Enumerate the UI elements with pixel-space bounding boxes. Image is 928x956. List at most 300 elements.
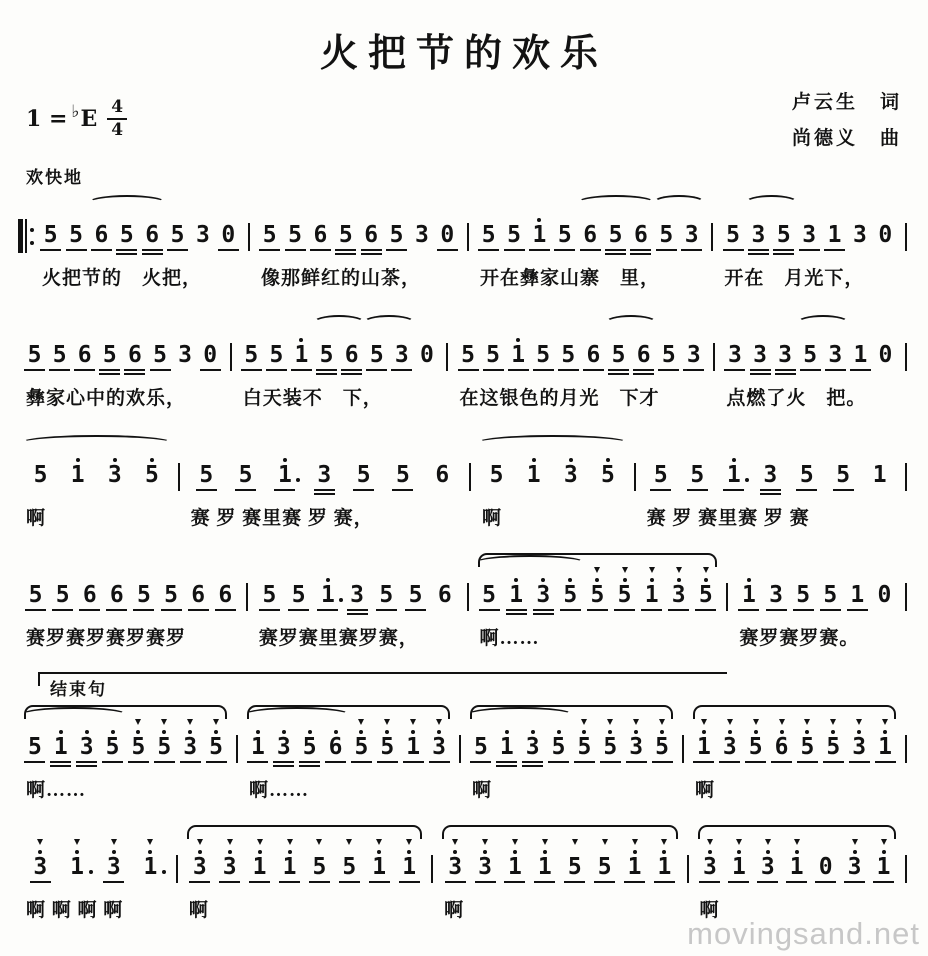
note — [799, 207, 820, 256]
beam-line — [548, 761, 569, 763]
octave-dot — [747, 578, 751, 582]
beam-line — [793, 609, 814, 611]
staccato-mark — [804, 719, 810, 725]
beam-line — [316, 369, 337, 371]
beam-lines — [219, 879, 240, 888]
measure — [716, 192, 902, 290]
note — [411, 207, 432, 256]
beam-line — [79, 609, 100, 611]
beam-line — [314, 489, 335, 491]
note-group — [349, 719, 453, 768]
beam-line — [206, 761, 227, 763]
note-group — [798, 327, 848, 376]
beam-lines — [504, 879, 525, 888]
note-digit: 3 — [802, 222, 817, 248]
octave-dot — [831, 730, 835, 734]
note — [560, 567, 581, 616]
note-group — [844, 567, 898, 616]
note-digit: 5 — [338, 222, 353, 248]
rest-digit: 0 — [221, 222, 236, 248]
beam-lines — [523, 487, 544, 496]
beam-lines — [560, 607, 581, 616]
measure — [235, 312, 444, 410]
beam-lines — [291, 367, 312, 376]
measure-notes — [235, 312, 444, 376]
note — [533, 567, 554, 616]
beam-lines — [310, 247, 331, 256]
note-digit: 1 — [526, 462, 541, 488]
note-group — [696, 839, 898, 888]
note — [116, 207, 137, 256]
note-digit: 1 — [726, 462, 741, 488]
beam-lines — [522, 759, 543, 768]
note — [523, 447, 544, 496]
note — [820, 567, 841, 616]
beam-lines — [30, 879, 51, 888]
octave-dot — [650, 578, 654, 582]
octave-dot — [608, 730, 612, 734]
note-digit: 5 — [52, 342, 67, 368]
barline-mark — [469, 463, 471, 491]
note — [796, 447, 817, 496]
beam-lines — [76, 759, 97, 768]
note-digit: 5 — [561, 342, 576, 368]
note-digit: 5 — [119, 222, 134, 248]
note-digit: 5 — [611, 342, 626, 368]
beam-lines — [699, 879, 720, 888]
note — [279, 839, 300, 888]
note — [259, 567, 280, 616]
beam-line — [748, 253, 769, 255]
note — [376, 567, 397, 616]
staccato-mark — [147, 839, 153, 845]
beam-line — [695, 609, 716, 611]
barline — [456, 704, 464, 763]
measure — [692, 824, 902, 922]
note-group — [722, 327, 797, 376]
beam-lines — [656, 247, 677, 256]
note-digit: 5 — [590, 582, 605, 608]
staccato-mark-slot — [452, 839, 458, 848]
barline — [175, 432, 183, 491]
beam-lines — [719, 759, 740, 768]
note — [486, 447, 507, 496]
beam-line — [844, 881, 865, 883]
octave-dot — [111, 730, 115, 734]
beam-line — [786, 881, 807, 883]
note-digit: 3 — [763, 462, 778, 488]
measure-notes — [34, 192, 245, 256]
note — [288, 567, 309, 616]
beam-lines — [377, 759, 398, 768]
beam-line — [309, 881, 330, 883]
beam-line — [574, 761, 595, 763]
credits — [792, 85, 902, 157]
note — [815, 839, 836, 888]
staccato-mark — [452, 839, 458, 845]
note — [658, 327, 679, 376]
note-digit: 5 — [474, 734, 488, 760]
beam-line — [849, 761, 870, 763]
beam-lines — [317, 607, 338, 616]
note-digit: 5 — [461, 342, 475, 368]
barline — [708, 192, 716, 251]
note-digit: 1 — [850, 582, 865, 608]
beam-lines — [386, 247, 407, 256]
beam-lines — [608, 367, 629, 376]
beam-line — [335, 249, 356, 251]
note-digit: 5 — [28, 734, 42, 760]
measure — [639, 432, 902, 530]
staccato-mark — [882, 719, 888, 725]
beam-line — [815, 881, 836, 883]
lyric-line: 彝家心中的欢乐， — [26, 388, 187, 409]
staccato-mark-slot — [703, 567, 709, 576]
beam-lines — [800, 367, 821, 376]
note-digit: 6 — [82, 582, 97, 608]
composer-credit: 尚德义 曲 — [791, 128, 902, 150]
octave-dot — [258, 850, 262, 854]
staccato-mark-slot — [581, 719, 587, 728]
beam-lines — [773, 247, 794, 256]
lyric-line: 啊 — [472, 780, 493, 801]
beam-lines — [241, 367, 262, 376]
beam-line — [850, 369, 871, 371]
note-group — [245, 719, 349, 768]
note — [335, 207, 356, 256]
note — [833, 447, 854, 496]
note-digit: 6 — [437, 582, 452, 608]
octave-dot — [359, 730, 363, 734]
beam-line — [249, 881, 270, 883]
rest-digit: 0 — [878, 342, 893, 368]
time-signature-bottom: 4 — [111, 120, 124, 140]
beam-lines — [815, 879, 836, 888]
beam-lines — [259, 607, 280, 616]
barline-mark — [711, 223, 713, 251]
note-group — [384, 207, 460, 256]
note-digit: 3 — [703, 854, 717, 880]
beam-line — [564, 881, 585, 883]
note-digit: 3 — [192, 854, 207, 880]
note-digit: 5 — [369, 342, 384, 368]
note — [273, 719, 294, 768]
beam-line — [437, 249, 458, 251]
note — [285, 207, 306, 256]
note-digit: 5 — [105, 734, 120, 760]
note — [392, 447, 413, 496]
measure-notes — [18, 824, 173, 888]
note-digit: 5 — [28, 582, 43, 608]
barline — [443, 312, 451, 371]
note — [587, 567, 608, 616]
staccato-mark-slot — [659, 719, 665, 728]
note — [432, 447, 453, 496]
beam-line — [745, 761, 766, 763]
barline-mark — [467, 583, 469, 611]
beam-line — [875, 761, 896, 763]
beam-lines — [850, 367, 871, 376]
beam-line — [200, 369, 221, 371]
note — [50, 719, 71, 768]
beam-lines — [652, 759, 673, 768]
beam-lines — [757, 879, 778, 888]
measure — [181, 824, 428, 922]
note-digit: 5 — [507, 222, 521, 248]
beam-lines — [600, 759, 621, 768]
staccato-mark — [111, 839, 117, 845]
barline — [631, 432, 639, 491]
note-group — [364, 327, 414, 376]
beam-line — [128, 761, 149, 763]
rest-digit: 0 — [440, 222, 455, 248]
staccato-mark — [482, 839, 488, 845]
staccato-mark-slot — [676, 567, 682, 576]
beam-line — [259, 609, 280, 611]
beam-line — [335, 253, 356, 255]
beam-line — [317, 609, 338, 611]
octave-dot — [766, 850, 770, 854]
beam-line — [247, 761, 268, 763]
note-digit: 5 — [653, 462, 668, 488]
note-digit: 3 — [183, 734, 198, 760]
beam-line — [624, 881, 645, 883]
note — [683, 327, 704, 376]
lyric-line: 啊 — [444, 900, 465, 921]
note — [626, 719, 647, 768]
staccato-mark — [765, 839, 771, 845]
measure — [687, 704, 902, 802]
augmentation-dot — [89, 870, 93, 874]
note-digit: 3 — [107, 462, 122, 488]
note — [699, 839, 720, 888]
staccato-mark — [581, 719, 587, 725]
beam-line — [391, 369, 412, 371]
beam-line — [142, 253, 163, 255]
beam-line — [656, 249, 677, 251]
beam-line — [76, 765, 97, 767]
octave-dot — [516, 338, 520, 342]
beam-line — [797, 761, 818, 763]
beam-line — [760, 489, 781, 491]
beam-line — [506, 613, 527, 615]
beam-lines — [102, 759, 123, 768]
lyric-line: 啊 啊 啊 啊 — [26, 900, 124, 921]
flat-symbol: ♭ — [71, 102, 80, 122]
note-digit: 1 — [402, 854, 417, 880]
note-digit: 5 — [597, 854, 612, 880]
rest-digit: 0 — [877, 582, 892, 608]
repeat-sign-mark — [18, 219, 34, 253]
note-digit: 5 — [826, 734, 841, 760]
staccato-mark — [852, 839, 858, 845]
note-group — [130, 567, 184, 616]
note-digit: 5 — [563, 582, 578, 608]
measure — [253, 192, 464, 290]
measure-notes — [474, 432, 631, 496]
lyric-line: 赛罗赛罗赛罗赛罗 — [26, 628, 187, 649]
note — [529, 207, 550, 256]
beam-line — [626, 761, 647, 763]
octave-dot — [732, 458, 736, 462]
beam-lines — [206, 759, 227, 768]
beam-lines — [475, 879, 496, 888]
note-group — [126, 719, 230, 768]
staccato-mark-slot — [856, 719, 862, 728]
beam-lines — [534, 879, 555, 888]
beam-line — [341, 369, 362, 371]
beam-lines — [99, 367, 120, 376]
staccato-mark-slot — [633, 719, 639, 728]
note — [793, 567, 814, 616]
beam-lines — [486, 487, 507, 496]
measure — [464, 704, 679, 802]
beam-lines — [285, 247, 306, 256]
octave-dot — [299, 338, 303, 342]
beam-lines — [833, 487, 854, 496]
note-digit: 1 — [509, 582, 524, 608]
note-digit: 6 — [191, 582, 206, 608]
beam-lines — [683, 367, 704, 376]
lyric-line: 开在 月光下， — [724, 268, 865, 289]
note-digit: 6 — [328, 734, 343, 760]
note-digit: 6 — [94, 222, 109, 248]
measure — [251, 552, 464, 650]
measure — [18, 312, 227, 410]
beam-lines — [128, 759, 149, 768]
measure — [474, 432, 631, 530]
note-digit: 5 — [481, 222, 496, 248]
beam-lines — [771, 759, 792, 768]
beam-lines — [167, 247, 188, 256]
system — [18, 312, 910, 410]
beam-lines — [74, 367, 95, 376]
beam-lines — [624, 879, 645, 888]
note — [339, 839, 360, 888]
note-digit: 5 — [354, 734, 369, 760]
note — [693, 719, 714, 768]
note-digit: 6 — [586, 342, 601, 368]
staccato-mark-slot — [135, 719, 141, 728]
beam-lines — [335, 247, 356, 256]
octave-dot — [214, 730, 218, 734]
note-digit: 5 — [482, 582, 496, 608]
barline-mark — [905, 855, 907, 883]
measure — [472, 552, 724, 650]
note — [875, 207, 896, 256]
beam-line — [30, 881, 51, 883]
note — [188, 567, 209, 616]
note — [583, 327, 604, 376]
octave-dot — [150, 458, 154, 462]
beam-line — [799, 249, 820, 251]
staccato-mark — [410, 719, 416, 725]
beam-lines — [574, 759, 595, 768]
beam-line — [533, 609, 554, 611]
beam-line — [291, 369, 312, 371]
note-digit: 5 — [486, 342, 500, 368]
note-group — [691, 719, 898, 768]
staccato-mark — [135, 719, 141, 725]
beam-line — [377, 761, 398, 763]
phrase-slur — [442, 825, 677, 839]
beam-lines — [799, 247, 820, 256]
note-digit: 1 — [742, 582, 756, 608]
note-digit: 5 — [536, 342, 551, 368]
beam-lines — [366, 367, 387, 376]
octave-dot — [882, 850, 886, 854]
octave-dot — [543, 850, 547, 854]
beam-lines — [766, 607, 787, 616]
note — [189, 839, 210, 888]
beam-lines — [24, 759, 45, 768]
augmentation-dot — [296, 478, 300, 482]
note — [361, 207, 382, 256]
beam-line — [825, 369, 846, 371]
octave-dot — [407, 850, 411, 854]
note — [797, 719, 818, 768]
staccato-mark — [736, 839, 742, 845]
note-digit: 3 — [847, 854, 862, 880]
note — [766, 567, 787, 616]
beam-line — [273, 761, 294, 763]
staccato-mark-slot — [147, 839, 153, 848]
rest-digit: 0 — [878, 222, 893, 248]
beam-line — [366, 369, 387, 371]
beam-line — [654, 881, 675, 883]
note — [479, 567, 500, 616]
barline-mark — [431, 855, 433, 883]
measure — [18, 824, 173, 922]
beam-lines — [760, 487, 781, 496]
octave-dot — [38, 850, 42, 854]
beam-line — [600, 761, 621, 763]
beam-lines — [849, 759, 870, 768]
note — [30, 839, 51, 888]
note-digit: 5 — [164, 582, 178, 608]
beam-line — [74, 369, 95, 371]
octave-dot — [853, 850, 857, 854]
page-title: 火把节的欢乐 — [319, 33, 608, 75]
staccato-mark-slot — [882, 719, 888, 728]
octave-dot — [708, 850, 712, 854]
beam-line — [218, 249, 239, 251]
beam-line — [351, 761, 372, 763]
note — [614, 567, 635, 616]
barline-mark — [682, 735, 684, 763]
barline-mark — [176, 855, 178, 883]
note-group — [308, 207, 384, 256]
beam-lines — [658, 367, 679, 376]
note — [200, 327, 221, 376]
octave-dot — [857, 730, 861, 734]
lyric-line: 在这银色的月光 下才 — [459, 388, 660, 409]
beam-line — [614, 609, 635, 611]
note — [496, 719, 517, 768]
note-digit: 5 — [33, 462, 48, 488]
lyric-line: 啊…… — [249, 780, 310, 801]
beam-line — [719, 761, 740, 763]
note — [416, 327, 437, 376]
note — [196, 447, 217, 496]
octave-dot — [385, 730, 389, 734]
note — [76, 719, 97, 768]
note-digit: 1 — [499, 734, 514, 760]
measure-notes — [18, 432, 175, 496]
beam-lines — [437, 247, 458, 256]
note — [215, 567, 236, 616]
note-group — [414, 327, 439, 376]
